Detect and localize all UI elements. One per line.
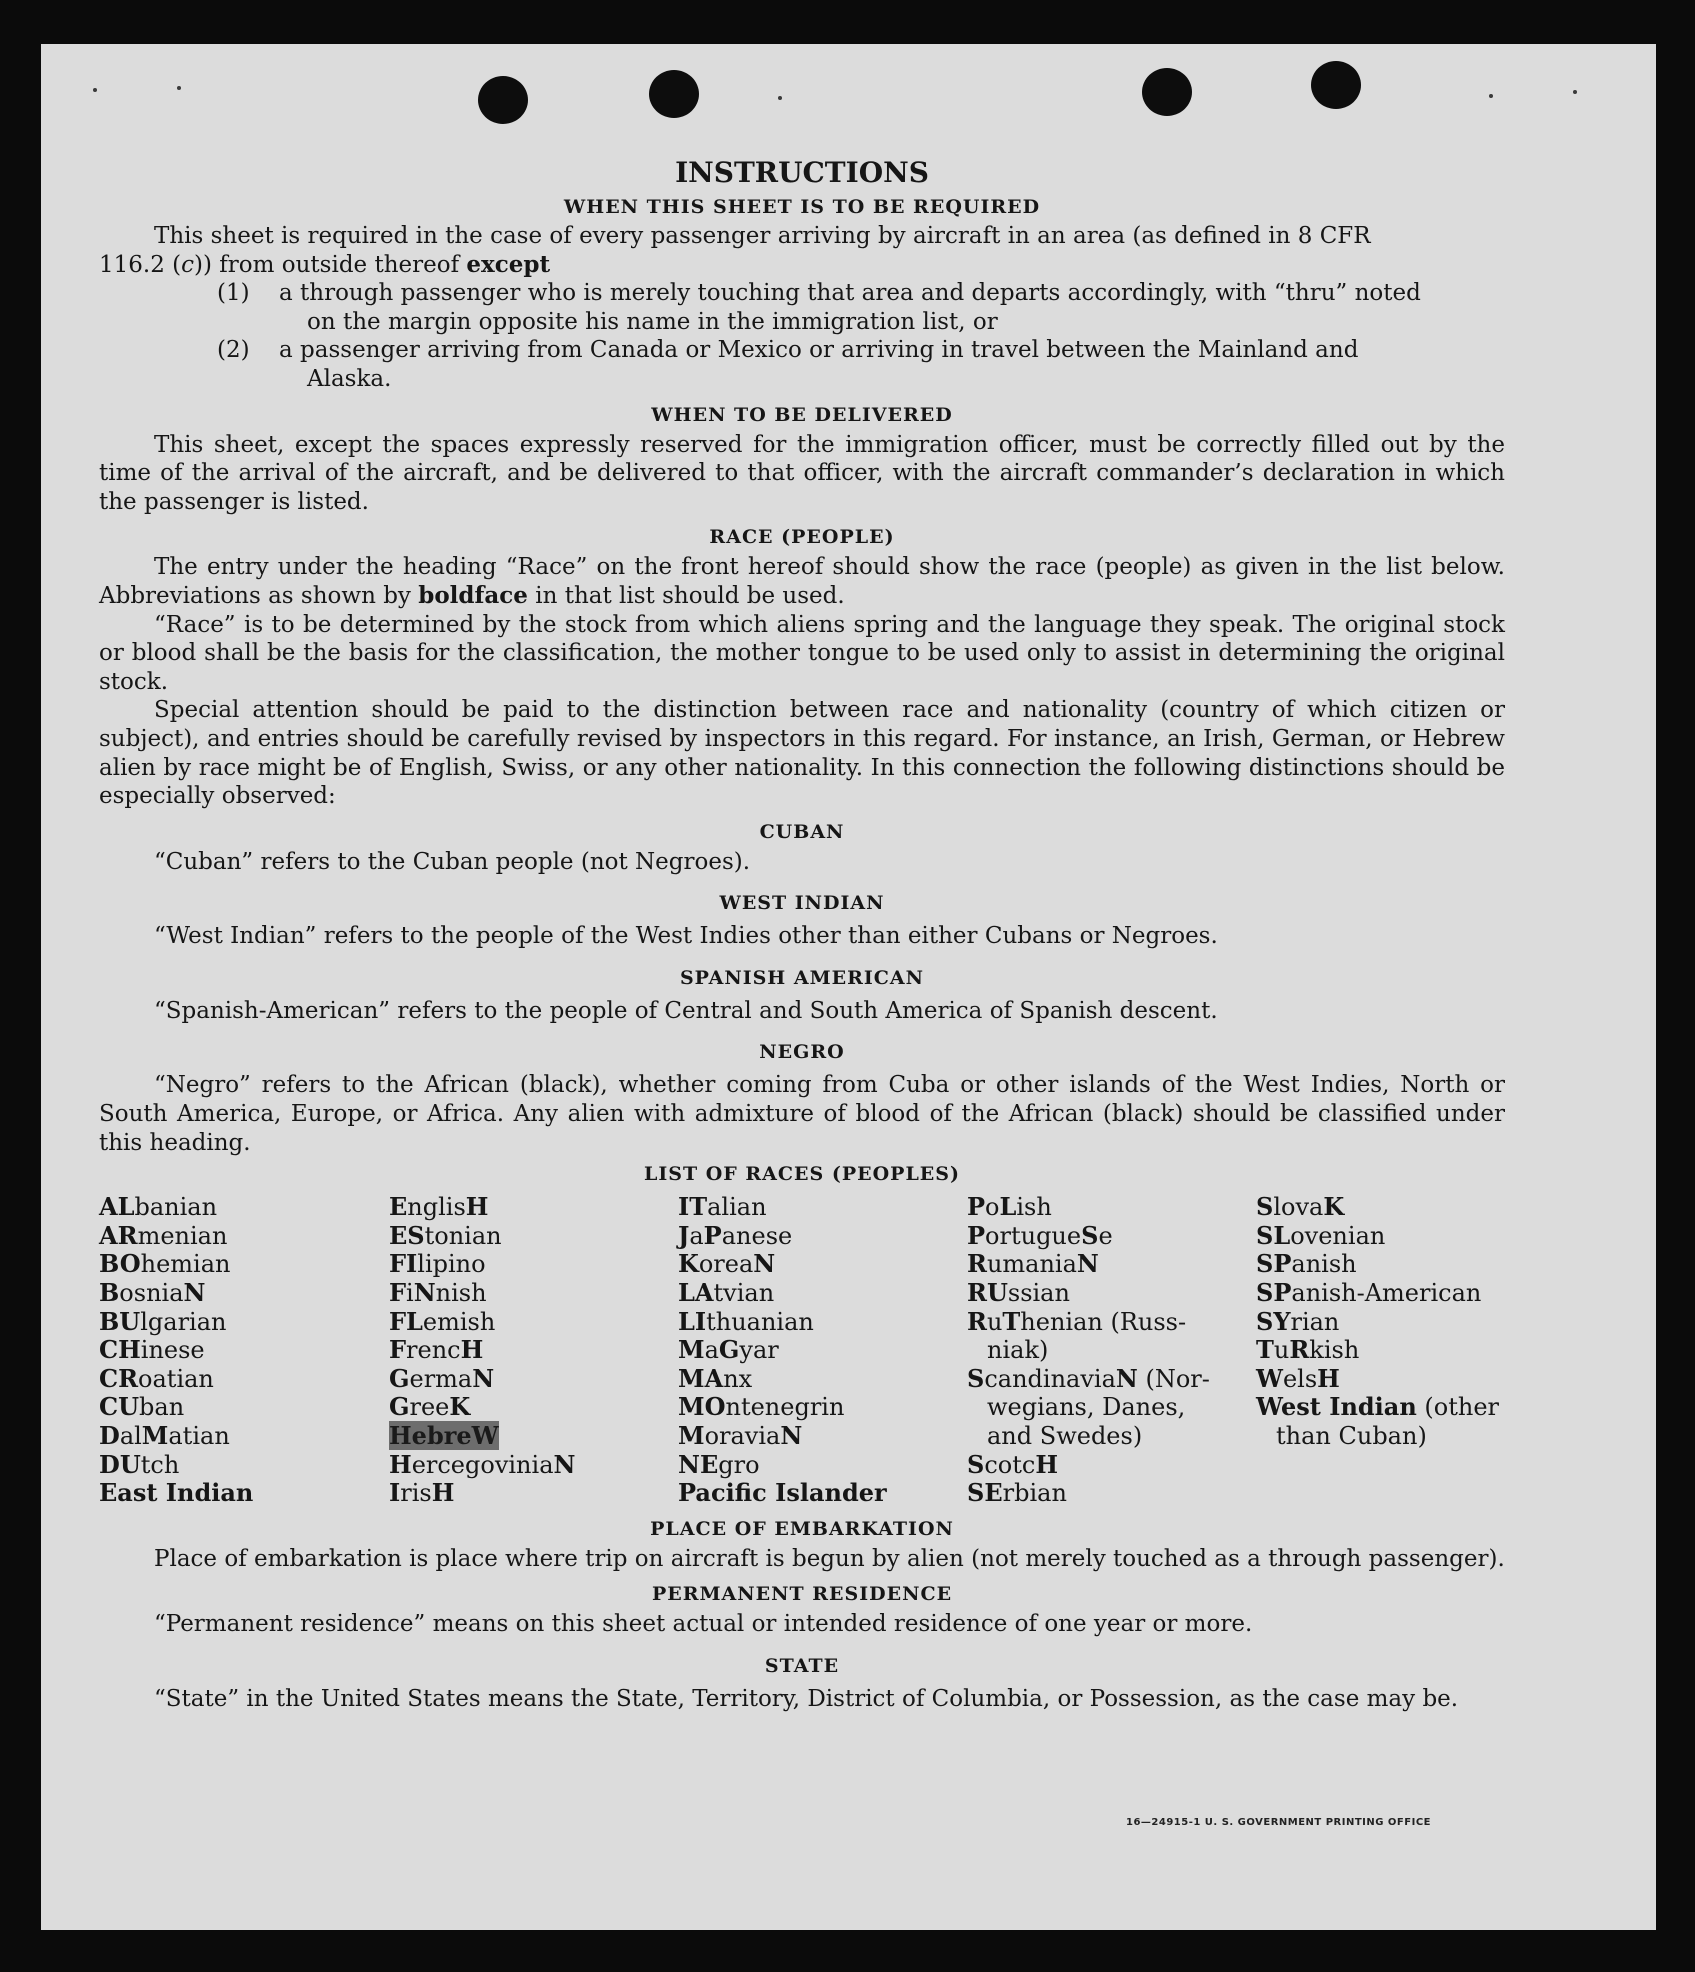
race-entry: GermaN <box>389 1363 495 1393</box>
race-paragraph-1: The entry under the heading “Race” on the front hereof should show the race (people) as given in the list below. Abbreviations as shown by boldface in that list should be used. <box>99 554 1505 609</box>
race-paragraph-2: “Race” is to be determined by the stock from which aliens spring and the language they speak. The original stock or blood shall be the basis for the classification, the mother tongue to be used only to assist in determining the original stock. <box>99 611 1505 695</box>
speck <box>1573 90 1577 94</box>
race-entry: FrencH <box>389 1335 484 1365</box>
west-indian-text: “West Indian” refers to the people of the West Indies other than either Cubans or Negroes. <box>154 923 1218 950</box>
race-entry: niak) <box>987 1336 1049 1365</box>
race-entry: ALbanian <box>99 1192 218 1222</box>
race-entry: LIthuanian <box>678 1306 814 1336</box>
section-heading-list: LIST OF RACES (PEOPLES) <box>644 1163 960 1186</box>
page-title: INSTRUCTIONS <box>675 156 929 189</box>
section-heading-required: WHEN THIS SHEET IS TO BE REQUIRED <box>563 196 1041 218</box>
race-entry: SLovenian <box>1256 1220 1386 1250</box>
race-entry: EnglisH <box>389 1192 489 1222</box>
race-entry: CRoatian <box>99 1363 214 1393</box>
race-entry: ITalian <box>678 1192 767 1222</box>
race-entry: PortugueSe <box>967 1220 1113 1250</box>
spanish-american-text: “Spanish-American” refers to the people of Central and South America of Spanish descent. <box>154 997 1218 1024</box>
race-column <box>967 1193 1256 1508</box>
race-entry: HercegoviniaN <box>389 1449 576 1479</box>
punch-hole <box>649 70 699 118</box>
race-entry: MOntenegrin <box>678 1392 845 1422</box>
race-entry: West Indian (other <box>1256 1392 1500 1422</box>
race-entry: FLemish <box>389 1306 496 1336</box>
race-entry: than Cuban) <box>1276 1422 1427 1450</box>
race-entry: SPanish <box>1256 1249 1357 1279</box>
race-entry: SYrian <box>1256 1306 1340 1336</box>
race-entry: MaGyar <box>678 1335 779 1365</box>
race-entry: EStonian <box>389 1220 502 1250</box>
cuban-text: “Cuban” refers to the Cuban people (not Negroes). <box>154 848 751 875</box>
race-column <box>1256 1193 1505 1508</box>
section-heading-spanish-american: SPANISH AMERICAN <box>679 966 925 989</box>
section-heading-embarkation: PLACE OF EMBARKATION <box>650 1517 954 1540</box>
punch-hole <box>478 76 528 124</box>
race-entry: BUlgarian <box>99 1306 227 1336</box>
race-entry: RUssian <box>967 1278 1070 1308</box>
printing-office-imprint: 16—24915-1 U. S. GOVERNMENT PRINTING OFFICE <box>1126 1817 1431 1828</box>
speck <box>778 96 782 100</box>
punch-hole <box>1142 68 1192 116</box>
race-entry: RuThenian (Russ- <box>967 1306 1187 1336</box>
race-entry: PoLish <box>967 1192 1052 1222</box>
punch-hole <box>1311 61 1361 109</box>
race-entry: TuRkish <box>1256 1335 1360 1365</box>
race-entry: GreeK <box>389 1392 471 1422</box>
race-list <box>99 1193 1505 1508</box>
race-entry: and Swedes) <box>987 1422 1143 1450</box>
race-entry: HebreW <box>389 1421 499 1450</box>
document-sheet <box>41 44 1656 1930</box>
instructions-content <box>99 156 1505 1714</box>
section-heading-race: RACE (PEOPLE) <box>709 526 895 549</box>
race-entry: SErbian <box>967 1478 1067 1508</box>
race-entry: ScotcH <box>967 1449 1059 1479</box>
section-heading-negro: NEGRO <box>759 1041 845 1064</box>
race-paragraph-3: Special attention should be paid to the distinction between race and nationality (country of which citizen or subject), and entries should be carefully revised by inspectors in this regard. For instance, an Irish, German, or Hebrew alien by race might be of English, Swiss, or any other nationality. In this connection the following distinctions should be especially observed: <box>99 697 1505 810</box>
section-heading-cuban: CUBAN <box>759 820 845 843</box>
race-entry: CUban <box>99 1392 185 1422</box>
race-entry: NEgro <box>678 1449 760 1479</box>
required-intro: This sheet is required in the case of every passenger arriving by aircraft in an area (as defined in 8 CFR 116.2 (c)) from outside thereof except <box>99 223 1371 278</box>
speck <box>93 88 97 92</box>
race-entry: DalMatian <box>99 1421 230 1450</box>
state-text: “State” in the United States means the State, Territory, District of Columbia, or Possession, as the case may be. <box>154 1685 1459 1712</box>
race-entry: SPanish-American <box>1256 1278 1482 1308</box>
race-entry: DUtch <box>99 1449 180 1479</box>
exception-item: (1) a through passenger who is merely touching that area and departs accordingly, with “thru” noted on the margin opposite his name in the immigration list, or <box>217 280 1421 335</box>
race-entry: FIlipino <box>389 1249 486 1279</box>
race-entry: BosniaN <box>99 1278 206 1308</box>
speck <box>1489 94 1493 98</box>
residence-text: “Permanent residence” means on this sheet actual or intended residence of one year or more. <box>154 1611 1253 1638</box>
race-column <box>389 1193 678 1508</box>
race-entry: ScandinaviaN (Nor- <box>967 1363 1210 1393</box>
section-heading-residence: PERMANENT RESIDENCE <box>651 1583 953 1606</box>
race-entry: LAtvian <box>678 1278 775 1308</box>
negro-text: “Negro” refers to the African (black), whether coming from Cuba or other islands of the West Indies, North or South America, Europe, or Africa. Any alien with admixture of blood of the African (black) should be classified under this heading. <box>99 1072 1505 1156</box>
race-entry: MoraviaN <box>678 1421 803 1450</box>
race-entry: East Indian <box>99 1478 254 1508</box>
race-entry: MAnx <box>678 1363 753 1393</box>
delivered-text: This sheet, except the spaces expressly reserved for the immigration officer, must be correctly filled out by the time of the arrival of the aircraft, and be delivered to that officer, with the aircraft commander’s declaration in which the passenger is listed. <box>99 431 1505 515</box>
section-heading-state: STATE <box>764 1654 840 1677</box>
race-entry: WelsH <box>1256 1363 1340 1393</box>
embarkation-text: Place of embarkation is place where trip on aircraft is begun by alien (not merely touched as a through passenger). <box>154 1545 1505 1572</box>
speck <box>177 86 181 90</box>
race-entry: CHinese <box>99 1335 205 1365</box>
race-entry: RumaniaN <box>967 1249 1099 1279</box>
section-heading-west-indian: WEST INDIAN <box>719 892 885 915</box>
race-entry: JaPanese <box>678 1220 793 1250</box>
race-entry: BOhemian <box>99 1249 231 1279</box>
race-column <box>99 1193 389 1508</box>
race-entry: ARmenian <box>99 1220 228 1250</box>
race-column <box>678 1193 967 1508</box>
race-entry: KoreaN <box>678 1249 776 1279</box>
race-entry: SlovaK <box>1256 1192 1345 1222</box>
race-entry: IrisH <box>389 1478 455 1508</box>
race-entry: FiNnish <box>389 1278 487 1308</box>
race-entry: wegians, Danes, <box>987 1393 1186 1422</box>
section-heading-delivered: WHEN TO BE DELIVERED <box>651 403 953 426</box>
exception-item: (2) a passenger arriving from Canada or Mexico or arriving in travel between the Mainland and Alaska. <box>217 337 1359 392</box>
race-entry: Pacific Islander <box>678 1478 887 1508</box>
